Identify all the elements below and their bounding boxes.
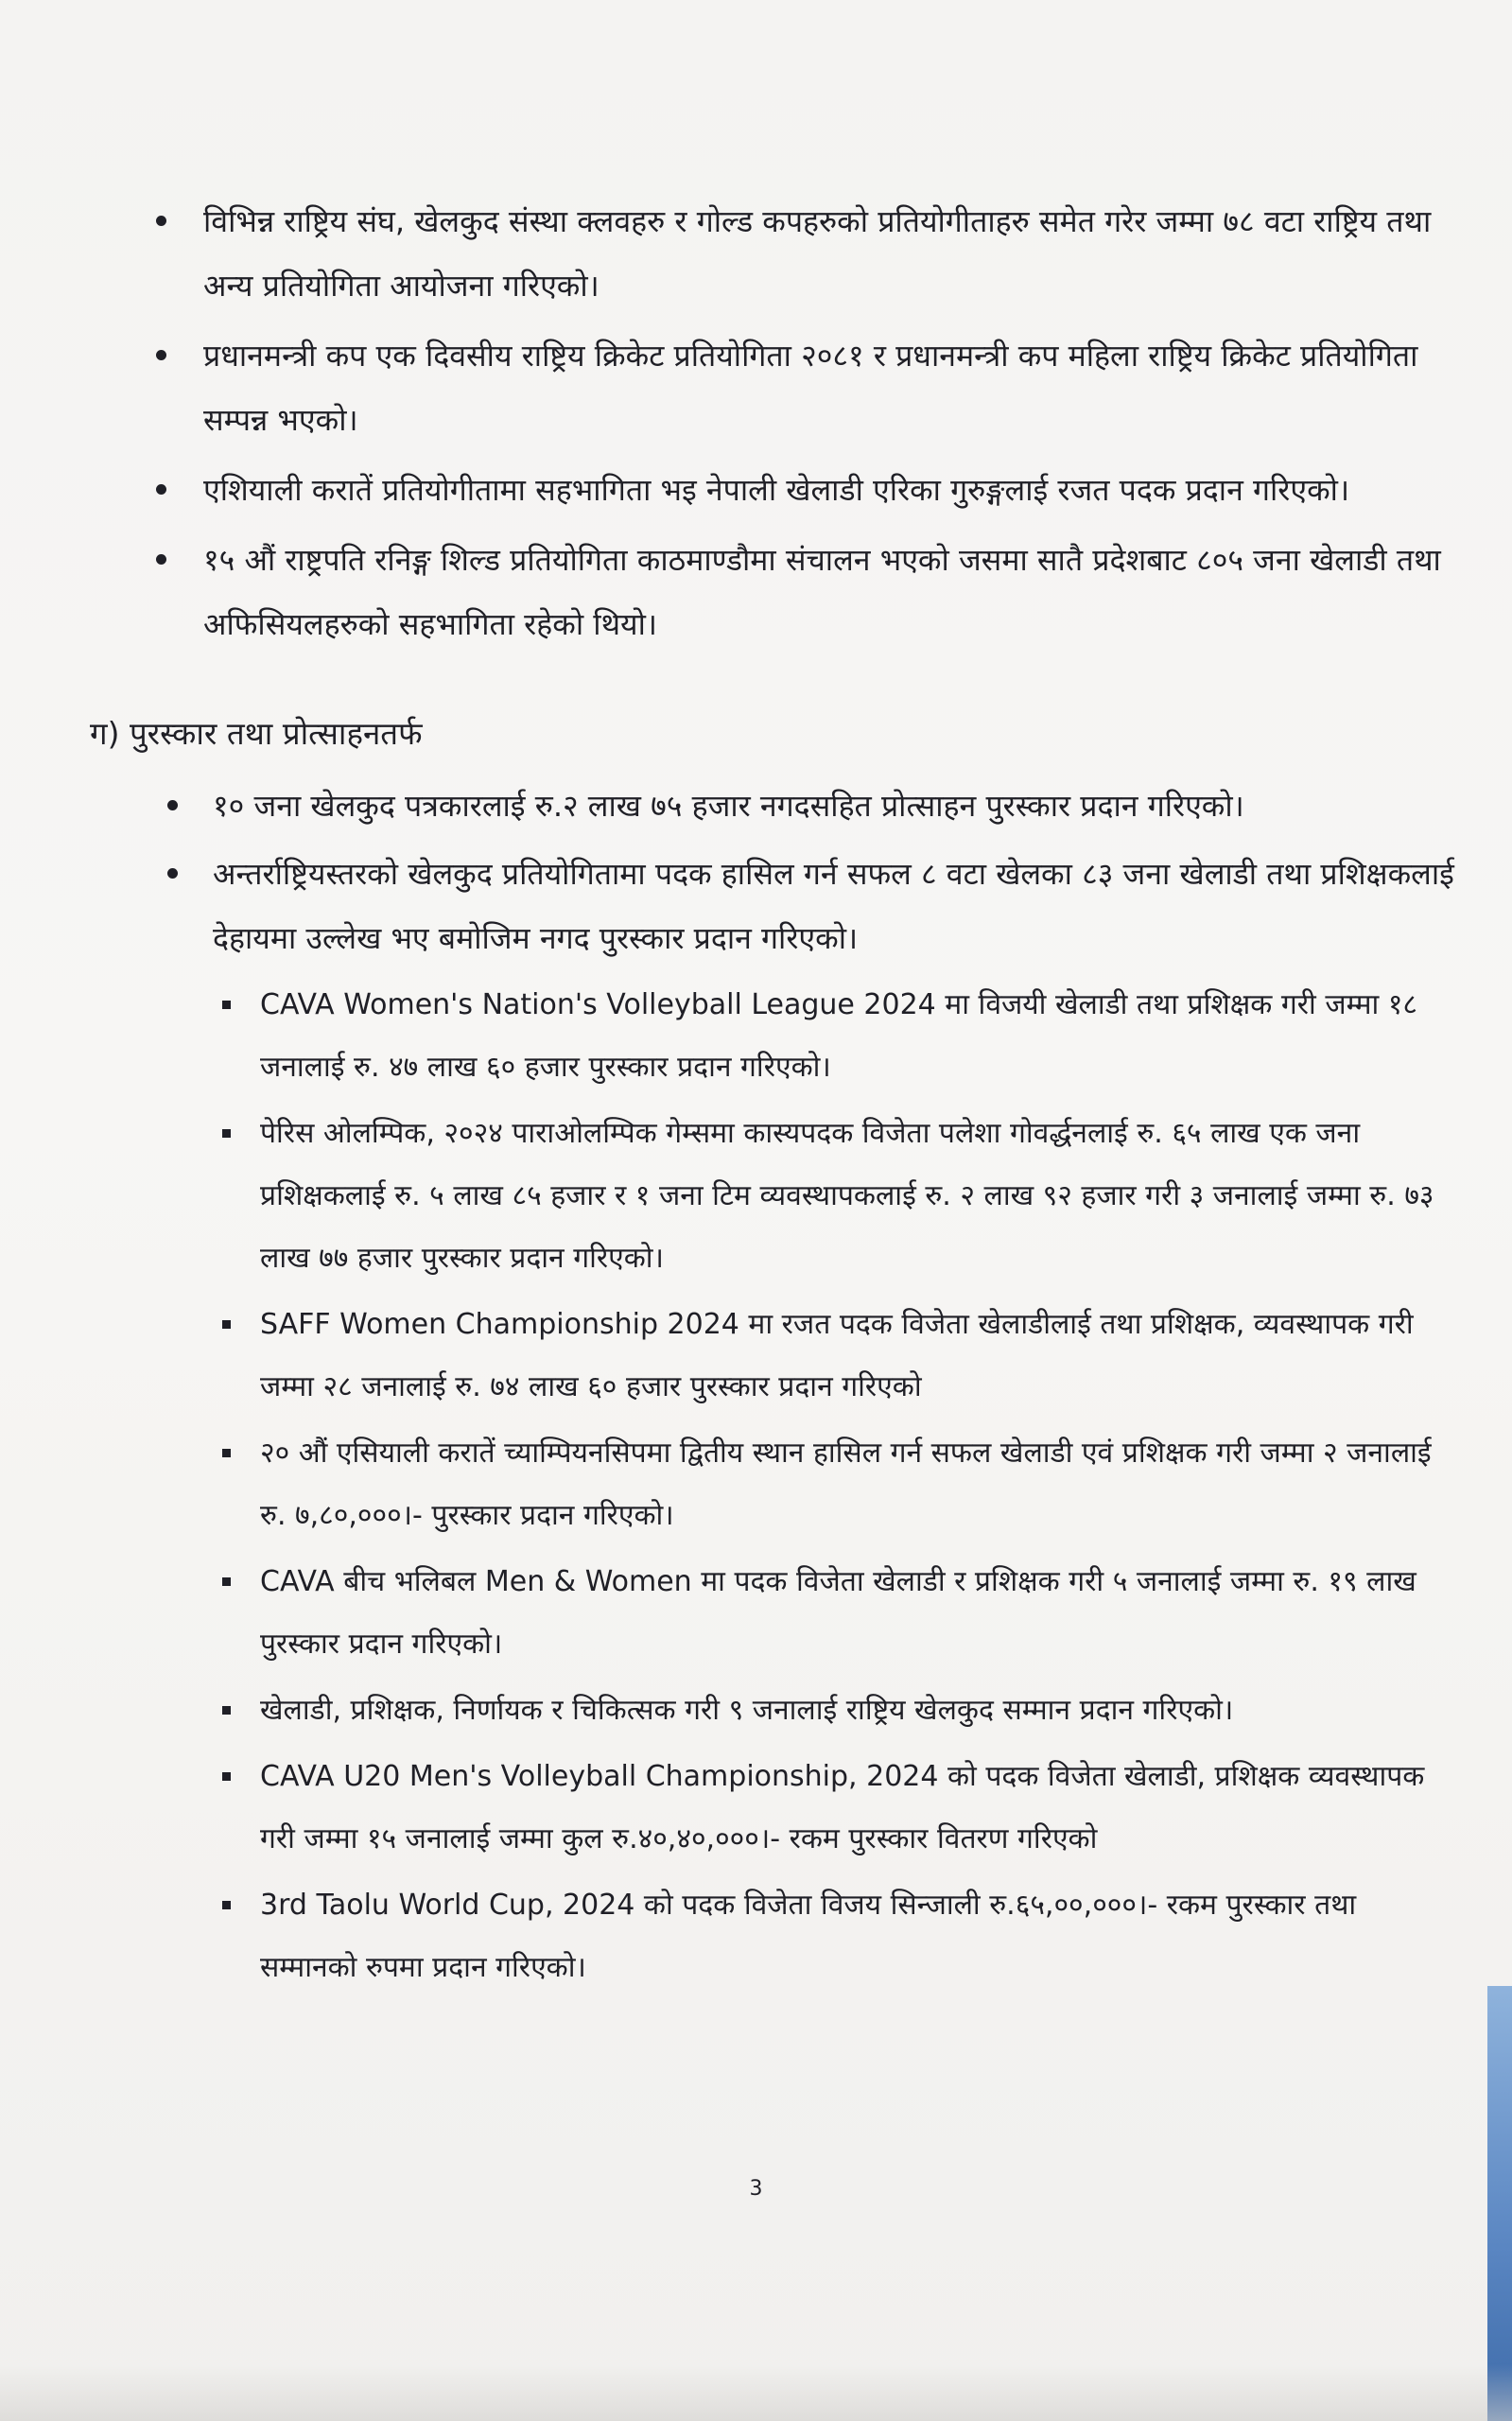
bullet-icon	[167, 800, 178, 810]
bullet-icon	[156, 216, 166, 226]
square-bullet-icon	[222, 1706, 231, 1715]
sub-list-item	[90, 1874, 1461, 1999]
section-bullet-list	[90, 774, 1461, 970]
bullet-icon	[156, 484, 166, 495]
sub-list-item-text: पेरिस ओलम्पिक, २०२४ पाराओलम्पिक गेम्समा कास्यपदक विजेता पलेशा गोवर्द्धनलाई रु. ६५ लाख एक जना प्रशिक्षकलाई रु. ५ लाख ८५ हजार र १ जना टिम व्यवस्थापकलाई रु. २ लाख ९२ हजार गरी ३ जनालाई जम्मा रु. ७३ लाख ७७ हजार पुरस्कार प्रदान गरिएको।	[260, 1117, 1434, 1275]
list-item-text: १५ औं राष्ट्रपति रनिङ्ग शिल्ड प्रतियोगिता काठमाण्डौमा संचालन भएको जसमा सातै प्रदेशबाट ८०५ जना खेलाडी तथा अफिसियलहरुको सहभागिता रहेको थियो।	[203, 542, 1441, 642]
paper-fold-shadow	[0, 2364, 1512, 2421]
list-item-text: १० जना खेलकुद पत्रकारलाई रु.२ लाख ७५ हजार नगदसहित प्रोत्साहन पुरस्कार प्रदान गरिएको।	[213, 788, 1244, 824]
sub-list-item	[90, 1294, 1461, 1419]
sub-list-item-text: खेलाडी, प्रशिक्षक, निर्णायक र चिकित्सक गरी ९ जनालाई राष्ट्रिय खेलकुद सम्मान प्रदान गरिएको।	[260, 1694, 1234, 1727]
background-edge	[1487, 1986, 1512, 2421]
list-item-text: अन्तर्राष्ट्रियस्तरको खेलकुद प्रतियोगितामा पदक हासिल गर्न सफल ८ वटा खेलका ८३ जना खेलाडी तथा प्रशिक्षकलाई देहायमा उल्लेख भए बमोजिम नगद पुरस्कार प्रदान गरिएको।	[213, 856, 1454, 956]
sub-list-item-text: SAFF Women Championship 2024 मा रजत पदक विजेता खेलाडीलाई तथा प्रशिक्षक, व्यवस्थापक गरी जम्मा २८ जनालाई रु. ७४ लाख ६० हजार पुरस्कार प्रदान गरिएको	[260, 1308, 1414, 1403]
square-bullet-icon	[222, 1577, 231, 1586]
sub-list-item	[90, 1103, 1461, 1290]
sub-list-item-text: CAVA बीच भलिबल Men & Women मा पदक विजेता खेलाडी र प्रशिक्षक गरी ५ जनालाई जम्मा रु. १९ लाख पुरस्कार प्रदान गरिएको।	[260, 1565, 1416, 1661]
sub-bullet-list	[90, 974, 1461, 1999]
list-item-text: प्रधानमन्त्री कप एक दिवसीय राष्ट्रिय क्रिकेट प्रतियोगिता २०८१ र प्रधानमन्त्री कप महिला राष्ट्रिय क्रिकेट प्रतियोगिता सम्पन्न भएको।	[203, 338, 1418, 438]
square-bullet-icon	[222, 1129, 231, 1138]
square-bullet-icon	[222, 1449, 231, 1457]
list-item	[90, 323, 1461, 452]
sub-list-item	[90, 1422, 1461, 1547]
square-bullet-icon	[222, 1001, 231, 1009]
list-item	[90, 458, 1461, 522]
page-number: 3	[749, 2177, 763, 2201]
sub-list-item	[90, 1746, 1461, 1871]
bullet-icon	[156, 554, 166, 565]
square-bullet-icon	[222, 1901, 231, 1909]
sub-list-item-text: CAVA U20 Men's Volleyball Championship, 2024 को पदक विजेता खेलाडी, प्रशिक्षक व्यवस्थापक गरी जम्मा १५ जनालाई जम्मा कुल रु.४०,४०,०००।- रकम पुरस्कार वितरण गरिएको	[260, 1760, 1425, 1855]
bullet-icon	[156, 350, 166, 360]
top-bullet-list	[90, 189, 1461, 656]
bullet-icon	[167, 868, 178, 879]
section-heading: ग) पुरस्कार तथा प्रोत्साहनतर्फ	[90, 715, 423, 752]
square-bullet-icon	[222, 1320, 231, 1329]
sub-list-item	[90, 974, 1461, 1099]
list-item	[90, 774, 1461, 838]
sub-list-item	[90, 1680, 1461, 1742]
list-item-text: विभिन्न राष्ट्रिय संघ, खेलकुद संस्था क्लवहरु र गोल्ड कपहरुको प्रतियोगीताहरु समेत गरेर जम्मा ७८ वटा राष्ट्रिय तथा अन्य प्रतियोगिता आयोजना गरिएको।	[203, 203, 1432, 304]
sub-list-item-text: CAVA Women's Nation's Volleyball League 2024 मा विजयी खेलाडी तथा प्रशिक्षक गरी जम्मा १८ जनालाई रु. ४७ लाख ६० हजार पुरस्कार प्रदान गरिएको।	[260, 988, 1418, 1084]
square-bullet-icon	[222, 1772, 231, 1781]
list-item	[90, 189, 1461, 318]
sub-list-item	[90, 1551, 1461, 1676]
list-item-text: एशियाली करातें प्रतियोगीतामा सहभागिता भइ नेपाली खेलाडी एरिका गुरुङ्गलाई रजत पदक प्रदान गरिएको।	[203, 472, 1350, 508]
list-item	[90, 528, 1461, 656]
sub-list-item-text: 3rd Taolu World Cup, 2024 को पदक विजेता विजय सिन्जाली रु.६५,००,०००।- रकम पुरस्कार तथा सम्मानको रुपमा प्रदान गरिएको।	[260, 1889, 1357, 1984]
page-content	[90, 189, 1461, 2003]
list-item	[90, 842, 1461, 970]
sub-list-item-text: २० औं एसियाली करातें च्याम्पियनसिपमा द्वितीय स्थान हासिल गर्न सफल खेलाडी एवं प्रशिक्षक गरी जम्मा २ जनालाई रु. ७,८०,०००।- पुरस्कार प्रदान गरिएको।	[260, 1437, 1432, 1532]
